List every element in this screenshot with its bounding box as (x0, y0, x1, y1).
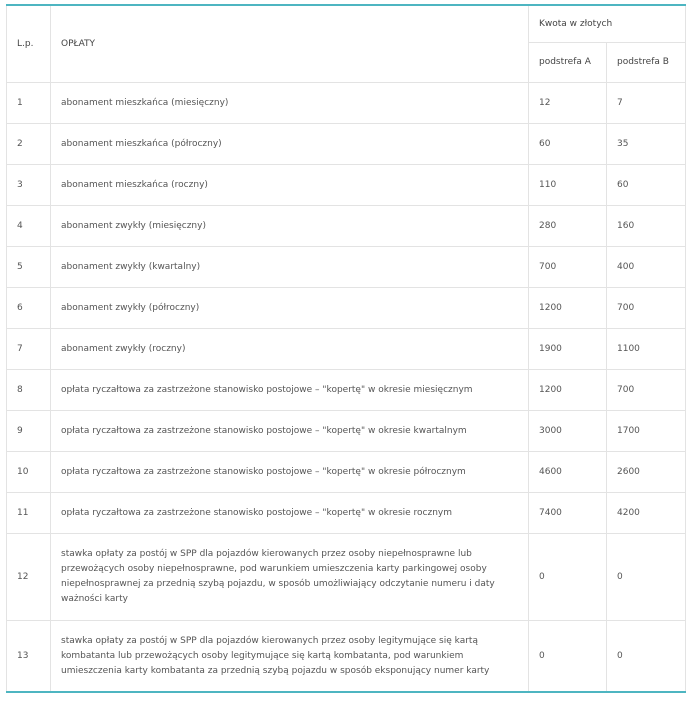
cell-lp: 11 (7, 493, 51, 534)
header-lp: L.p. (7, 5, 51, 83)
cell-podstrefa-a: 0 (529, 621, 607, 693)
cell-podstrefa-b: 1100 (607, 329, 686, 370)
cell-name: opłata ryczałtowa za zastrzeżone stanowisko postojowe – "kopertę" w okresie kwartalnym (51, 411, 529, 452)
cell-name: abonament mieszkańca (półroczny) (51, 124, 529, 165)
header-podstrefa-b: podstrefa B (607, 43, 686, 83)
cell-podstrefa-b: 35 (607, 124, 686, 165)
cell-podstrefa-a: 700 (529, 247, 607, 288)
header-podstrefa-a: podstrefa A (529, 43, 607, 83)
cell-podstrefa-b: 1700 (607, 411, 686, 452)
cell-podstrefa-b: 700 (607, 370, 686, 411)
cell-lp: 8 (7, 370, 51, 411)
cell-name: opłata ryczałtowa za zastrzeżone stanowisko postojowe – "kopertę" w okresie półrocznym (51, 452, 529, 493)
table-body (7, 83, 686, 693)
header-oplaty: OPŁATY (51, 5, 529, 83)
cell-lp: 10 (7, 452, 51, 493)
table-header (7, 5, 686, 83)
table-row (7, 370, 686, 411)
cell-name: abonament zwykły (roczny) (51, 329, 529, 370)
cell-podstrefa-a: 1200 (529, 370, 607, 411)
cell-podstrefa-b: 0 (607, 534, 686, 621)
table-row (7, 124, 686, 165)
cell-podstrefa-a: 3000 (529, 411, 607, 452)
cell-name: abonament zwykły (kwartalny) (51, 247, 529, 288)
cell-name: stawka opłaty za postój w SPP dla pojazdów kierowanych przez osoby legitymujące się kartą kombatanta lub przewożących osoby legitymujące się kartą kombatanta, pod warunkiem umieszczenia karty kombatanta za przednią szybą pojazdu w sposób eksponujący numer karty (51, 621, 529, 693)
cell-podstrefa-a: 110 (529, 165, 607, 206)
cell-podstrefa-a: 12 (529, 83, 607, 124)
table-row (7, 452, 686, 493)
cell-lp: 2 (7, 124, 51, 165)
cell-podstrefa-a: 1900 (529, 329, 607, 370)
cell-lp: 3 (7, 165, 51, 206)
cell-podstrefa-b: 700 (607, 288, 686, 329)
table-row (7, 206, 686, 247)
table-row (7, 534, 686, 621)
cell-podstrefa-b: 4200 (607, 493, 686, 534)
table-row (7, 329, 686, 370)
cell-lp: 5 (7, 247, 51, 288)
cell-lp: 13 (7, 621, 51, 693)
table-row (7, 621, 686, 693)
cell-lp: 7 (7, 329, 51, 370)
cell-podstrefa-b: 7 (607, 83, 686, 124)
cell-lp: 4 (7, 206, 51, 247)
cell-name: opłata ryczałtowa za zastrzeżone stanowisko postojowe – "kopertę" w okresie miesięcznym (51, 370, 529, 411)
cell-name: abonament mieszkańca (roczny) (51, 165, 529, 206)
cell-podstrefa-a: 7400 (529, 493, 607, 534)
cell-podstrefa-b: 0 (607, 621, 686, 693)
cell-lp: 12 (7, 534, 51, 621)
table-row (7, 247, 686, 288)
cell-name: stawka opłaty za postój w SPP dla pojazdów kierowanych przez osoby niepełnosprawne lub przewożących osoby niepełnosprawne, pod warunkiem umieszczenia karty parkingowej osoby niepełnosprawnej za przednią szybą pojazdu, w sposób umożliwiający odczytanie numeru i daty ważności karty (51, 534, 529, 621)
table-row (7, 288, 686, 329)
cell-podstrefa-a: 0 (529, 534, 607, 621)
fees-table (6, 4, 686, 693)
cell-podstrefa-b: 2600 (607, 452, 686, 493)
table-row (7, 493, 686, 534)
cell-lp: 6 (7, 288, 51, 329)
cell-podstrefa-b: 60 (607, 165, 686, 206)
cell-podstrefa-a: 60 (529, 124, 607, 165)
fees-table-container (6, 4, 685, 693)
cell-name: abonament zwykły (półroczny) (51, 288, 529, 329)
cell-podstrefa-b: 400 (607, 247, 686, 288)
table-row (7, 411, 686, 452)
cell-name: abonament mieszkańca (miesięczny) (51, 83, 529, 124)
cell-podstrefa-a: 1200 (529, 288, 607, 329)
cell-podstrefa-b: 160 (607, 206, 686, 247)
cell-podstrefa-a: 4600 (529, 452, 607, 493)
cell-lp: 9 (7, 411, 51, 452)
cell-name: abonament zwykły (miesięczny) (51, 206, 529, 247)
header-kwota: Kwota w złotych (529, 5, 686, 43)
table-row (7, 83, 686, 124)
cell-name: opłata ryczałtowa za zastrzeżone stanowisko postojowe – "kopertę" w okresie rocznym (51, 493, 529, 534)
cell-podstrefa-a: 280 (529, 206, 607, 247)
cell-lp: 1 (7, 83, 51, 124)
table-row (7, 165, 686, 206)
